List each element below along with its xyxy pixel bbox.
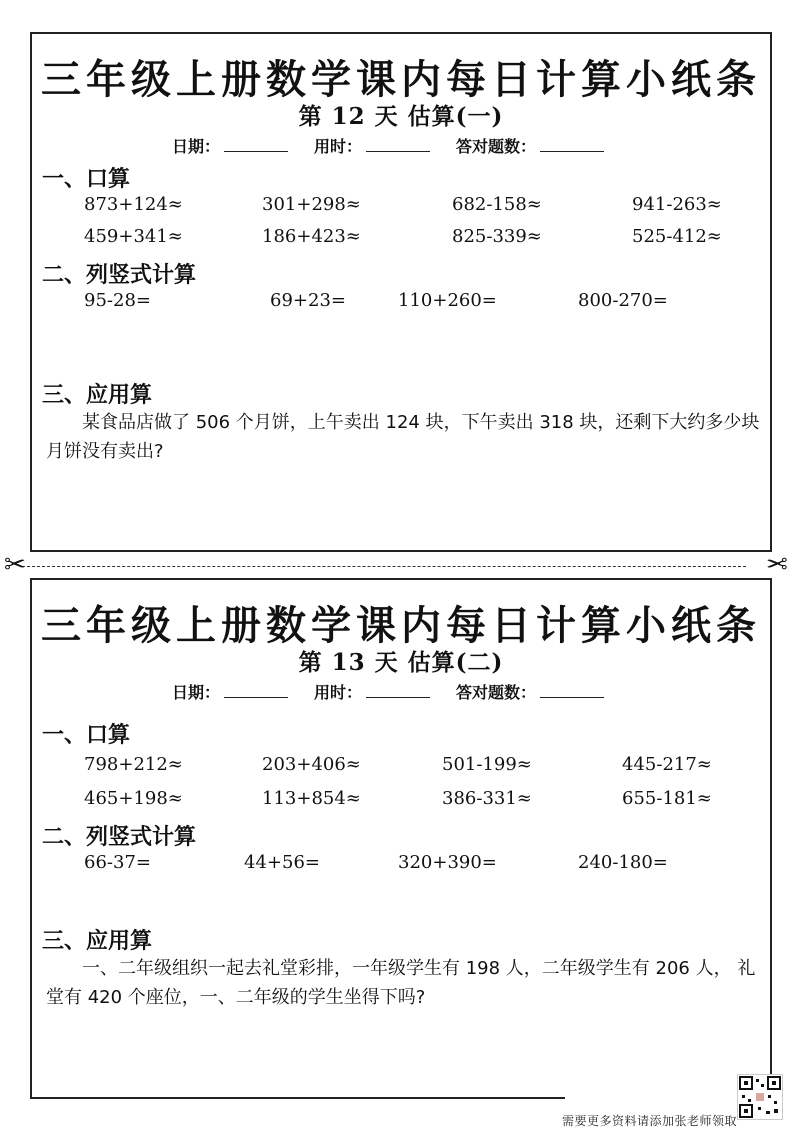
date-blank[interactable] [224, 683, 288, 698]
vertical-problem: 240-180= [578, 852, 668, 873]
oral-problem: 655-181≈ [622, 788, 712, 809]
section-word-problem-title: 三、应用算 [42, 929, 153, 954]
section-word-problem-title: 三、应用算 [42, 383, 153, 408]
vertical-problem: 69+23= [270, 290, 346, 311]
footer-note: 需要更多资料请添加张老师领取 [562, 1114, 738, 1128]
correct-count-field[interactable] [456, 680, 604, 703]
oral-problem: 186+423≈ [262, 226, 361, 247]
section-vertical-title: 二、列竖式计算 [42, 263, 197, 288]
oral-problem: 682-158≈ [452, 194, 542, 215]
vertical-problem: 110+260= [398, 290, 497, 311]
worksheet-subtitle: 第 13 天 估算(二) [298, 649, 504, 676]
vertical-problem: 320+390= [398, 852, 497, 873]
correct-count-field[interactable] [456, 134, 604, 157]
date-field[interactable] [172, 134, 288, 157]
worksheet-day-13 [30, 578, 772, 1098]
scissors-icon: ✂ [4, 550, 26, 580]
oral-problem: 825-339≈ [452, 226, 542, 247]
vertical-problem: 800-270= [578, 290, 668, 311]
oral-problem: 941-263≈ [632, 194, 722, 215]
time-blank[interactable] [366, 683, 430, 698]
correct-count-blank[interactable] [540, 683, 604, 698]
worksheet-title: 三年级上册数学课内每日计算小纸条 [41, 603, 761, 649]
worksheet-title: 三年级上册数学课内每日计算小纸条 [41, 57, 761, 103]
oral-problem: 203+406≈ [262, 754, 361, 775]
correct-count-label: 答对题数： [456, 683, 537, 702]
section-oral-title: 一、口算 [42, 723, 131, 748]
correct-count-label: 答对题数： [456, 137, 537, 156]
time-label: 用时： [314, 683, 363, 702]
oral-problem: 301+298≈ [262, 194, 361, 215]
divider [30, 1097, 565, 1099]
oral-problem: 465+198≈ [84, 788, 183, 809]
correct-count-blank[interactable] [540, 137, 604, 152]
time-blank[interactable] [366, 137, 430, 152]
oral-problem: 459+341≈ [84, 226, 183, 247]
time-field[interactable] [314, 680, 430, 703]
worksheet-subtitle: 第 12 天 估算(一) [298, 103, 504, 130]
time-field[interactable] [314, 134, 430, 157]
cut-line [22, 566, 746, 567]
word-problem: 某食品店做了 506 个月饼，上午卖出 124 块，下午卖出 318 块，还剩下大约多少块月饼没有卖出? [46, 412, 760, 462]
date-field[interactable] [172, 680, 288, 703]
oral-problem: 113+854≈ [262, 788, 361, 809]
oral-problem: 445-217≈ [622, 754, 712, 775]
worksheet-day-12 [30, 32, 772, 552]
oral-problem: 386-331≈ [442, 788, 532, 809]
oral-problem: 501-199≈ [442, 754, 532, 775]
time-label: 用时： [314, 137, 363, 156]
qr-code-icon[interactable] [737, 1074, 783, 1120]
oral-problem: 525-412≈ [632, 226, 722, 247]
oral-problem: 798+212≈ [84, 754, 183, 775]
date-blank[interactable] [224, 137, 288, 152]
scissors-icon: ✂ [766, 550, 788, 580]
word-problem: 一、二年级组织一起去礼堂彩排，一年级学生有 198 人，二年级学生有 206 人， 礼堂有 420 个座位，一、二年级的学生坐得下吗? [46, 958, 756, 1008]
section-vertical-title: 二、列竖式计算 [42, 825, 197, 850]
vertical-problem: 95-28= [84, 290, 151, 311]
oral-problem: 873+124≈ [84, 194, 183, 215]
date-label: 日期： [172, 683, 221, 702]
vertical-problem: 44+56= [244, 852, 320, 873]
section-oral-title: 一、口算 [42, 167, 131, 192]
date-label: 日期： [172, 137, 221, 156]
vertical-problem: 66-37= [84, 852, 151, 873]
